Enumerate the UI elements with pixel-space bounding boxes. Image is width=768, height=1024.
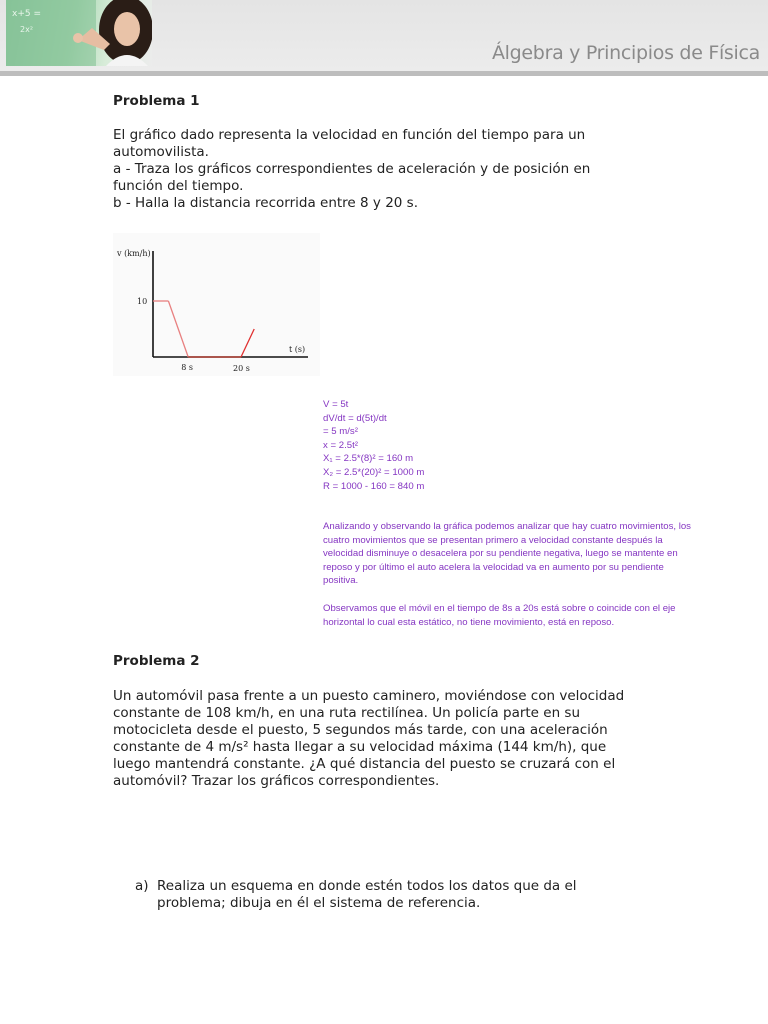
item-label: a) (135, 878, 149, 894)
answer-formulas (323, 398, 424, 493)
x-tick-label: 8 s (181, 363, 193, 372)
problem-1-title: Problema 1 (113, 93, 200, 109)
header-divider (0, 71, 768, 76)
formula-line: dV/dt = d(5t)/dt (323, 412, 387, 424)
course-title: Álgebra y Principios de Física (491, 42, 760, 64)
problem-1-statement: El gráfico dado representa la velocidad en función del tiempo para un automovilista. a - Traza los gráficos correspondientes de aceleración y de posición en función del tiempo. b - Halla la distancia recorrida entre 8 y 20 s. (113, 127, 591, 211)
problem-2-title: Problema 2 (113, 653, 200, 669)
formula-line: = 5 m/s² (323, 426, 358, 438)
problem-2-statement: Un automóvil pasa frente a un puesto caminero, moviéndose con velocidad constante de 108 km/h, en una ruta rectilínea. Un policía parte en su motocicleta desde el puesto, 5 segundos más tarde, con una aceleración constante de 4 m/s² hasta llegar a su velocidad máxima (144 km/h), que luego mantendrá constante. ¿A qué distancia del puesto se cruzará con el automóvil? Trazar los gráficos correspondientes. (113, 688, 625, 789)
problem-2-item-a (135, 878, 655, 912)
x-axis-label: t (s) (289, 345, 306, 354)
formula-line: X₁ = 2.5*(8)² = 160 m (323, 453, 414, 465)
page-header (0, 0, 768, 72)
formula-line: x = 2.5t² (323, 439, 358, 451)
answer-observation: Observamos que el móvil en el tiempo de 8s a 20s está sobre o coincide con el eje horizontal lo cual esta estático, no tiene movimiento, está en reposo. (323, 603, 676, 628)
formula-line: V = 5t (323, 399, 349, 410)
velocity-segment (168, 301, 188, 357)
velocity-time-graph (113, 233, 320, 376)
y-tick-label: 10 (137, 297, 148, 306)
item-text: Realiza un esquema en donde estén todos los datos que da el problema; dibuja en él el sistema de referencia. (157, 878, 577, 911)
x-tick-label: 20 s (233, 364, 250, 373)
y-axis-label: v (km/h) (117, 249, 151, 258)
answer-analysis: Analizando y observando la gráfica podemos analizar que hay cuatro movimientos, los cuatro movimientos que se presentan primero a velocidad constante después la velocidad disminuye o desacelera por su pendiente negativa, luego se mantente en reposo y por último el auto acelera la velocidad va en aumento por su pendiente positiva. (323, 521, 691, 587)
svg-text:2x²: 2x² (20, 25, 34, 34)
header-photo (6, 0, 152, 66)
formula-line: X₂ = 2.5*(20)² = 1000 m (323, 466, 425, 478)
formula-line: R = 1000 - 160 = 840 m (323, 480, 425, 492)
svg-text:x+5 =: x+5 = (12, 9, 41, 19)
velocity-segment (241, 329, 254, 357)
